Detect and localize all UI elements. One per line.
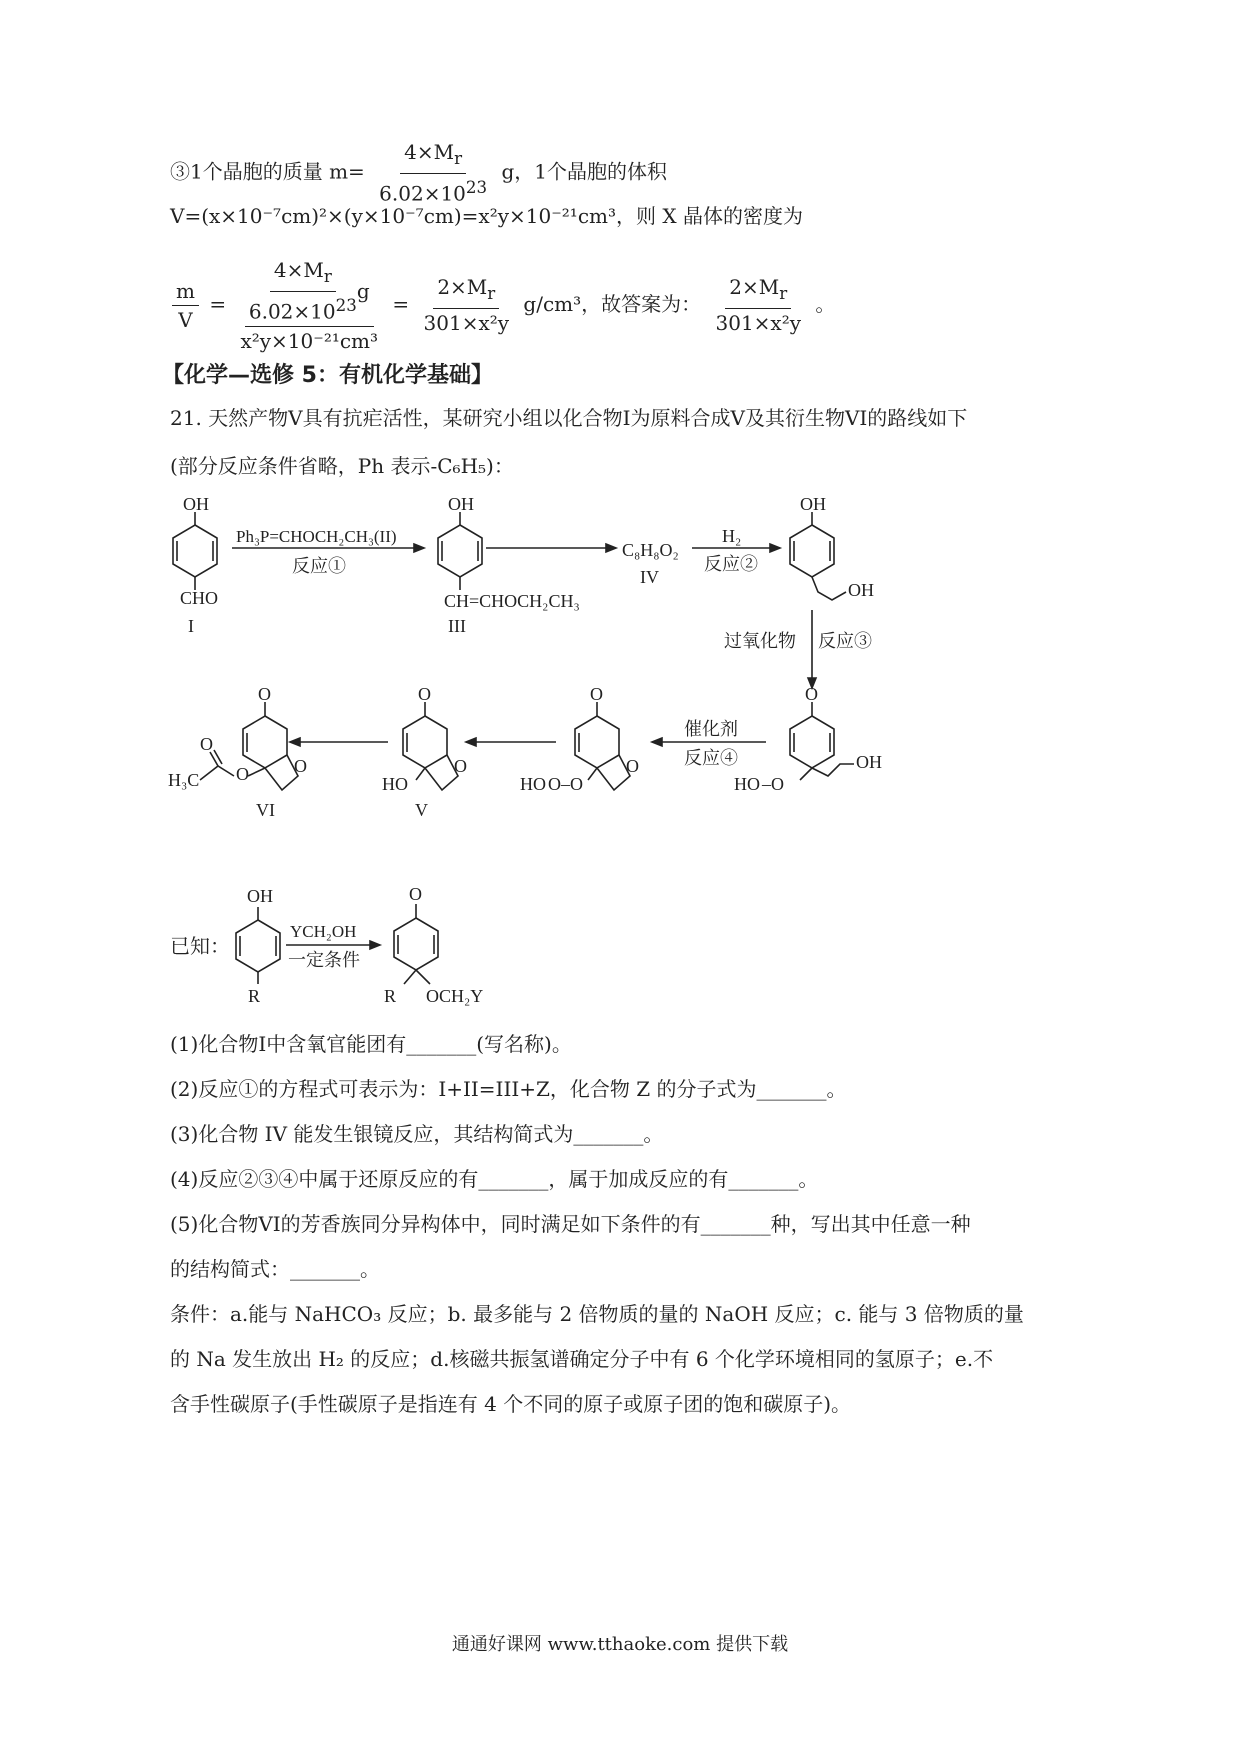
- mass-denominator: 6.02×10: [379, 181, 466, 206]
- density-result: $\frac{2\times M_r}{\text{301×x²y}}$: [423, 275, 510, 336]
- svg-text:–O: –O: [762, 774, 784, 794]
- density-line: $\frac{m}{V}$ = $\frac{4\times M_r}{6.02\times 10^{23}}$ g x²y×10⁻²¹cm³ = $\frac{2\times M_r}{\text{301×x²y}}$ g/cm³，故答案为： $\frac{2\times M_r}{\text{301×x²y}}$ 。: [168, 256, 835, 355]
- benzene-ring-III: [438, 525, 482, 577]
- svg-text:O: O: [418, 684, 431, 704]
- svg-text:O: O: [590, 684, 603, 704]
- answer-fraction: $\frac{2\times M_r}{\text{301×x²y}}$: [715, 275, 802, 336]
- dienone-ring: [790, 716, 834, 768]
- condition-line-3: 含手性碳原子(手性碳原子是指连有 4 个不同的原子或原子团的饱和碳原子)。: [170, 1392, 852, 1416]
- subquestion-4: (4)反应②③④中属于还原反应的有_______，属于加成反应的有_______。: [170, 1167, 819, 1191]
- compound-IV-label: IV: [640, 567, 659, 587]
- benzene-ring-I: [173, 525, 217, 577]
- compound-III-oh: OH: [448, 494, 474, 514]
- svg-text:O: O: [626, 756, 639, 776]
- density-complex-fraction: $\frac{4\times M_r}{6.02\times 10^{23}}$ g x²y×10⁻²¹cm³: [240, 258, 379, 353]
- svg-text:O–O: O–O: [548, 774, 583, 794]
- compound-III-sub: CH=CHOCH₂CH₃: [444, 591, 580, 611]
- reaction-4: 反应④: [684, 748, 738, 768]
- mass-prefix: ③1个晶胞的质量 m=: [170, 159, 365, 184]
- compound-I-label: I: [188, 616, 194, 636]
- svg-text:OH: OH: [247, 886, 273, 906]
- reagent-2: H₂: [722, 526, 742, 546]
- subquestion-1: (1)化合物I中含氧官能团有_______(写名称)。: [170, 1032, 572, 1056]
- bicyclic-ring-V: [403, 716, 447, 768]
- question-stem-1: 21. 天然产物V具有抗疟活性，某研究小组以化合物I为原料合成V及其衍生物VI的路线如下: [170, 406, 968, 430]
- reaction-1: 反应①: [292, 556, 346, 576]
- synthesis-scheme: [0, 480, 1240, 880]
- reaction-3: 反应③: [818, 631, 872, 651]
- svg-text:O: O: [200, 734, 213, 754]
- mass-fraction: $\frac{4\times M_r}{6.02\times 10^{23}}$: [379, 140, 488, 206]
- svg-text:O: O: [258, 684, 271, 704]
- reagent-1: Ph₃P=CHOCH₂CH₃(II): [236, 527, 397, 546]
- svg-text:O: O: [805, 684, 818, 704]
- condition-line-2: 的 Na 发生放出 H₂ 的反应；d.核磁共振氢谱确定分子中有 6 个化学环境相同的氢原子；e.不: [170, 1347, 994, 1371]
- known-label: 已知：: [170, 934, 230, 958]
- subquestion-5-line2: 的结构简式：_______。: [170, 1257, 380, 1281]
- question-stem-2: (部分反应条件省略，Ph 表示-C₆H₅)：: [170, 454, 514, 478]
- compound-III-label: III: [448, 616, 466, 636]
- condition-line-1: 条件：a.能与 NaHCO₃ 反应；b. 最多能与 2 倍物质的量的 NaOH 反应；c. 能与 3 倍物质的量: [170, 1302, 1024, 1326]
- compound-V-label: V: [415, 800, 428, 820]
- svg-text:R: R: [248, 986, 261, 1006]
- reaction-2: 反应②: [704, 554, 758, 574]
- bicyclic-ring-hoo: [575, 716, 619, 768]
- svg-text:O: O: [294, 756, 307, 776]
- known-condition: 一定条件: [288, 950, 360, 970]
- svg-text:HO: HO: [520, 774, 546, 794]
- density-lhs: $\frac{m}{V}$: [172, 277, 199, 334]
- svg-text:OCH₂Y: OCH₂Y: [426, 986, 484, 1006]
- compound-VI-label: VI: [256, 800, 275, 820]
- density-unit: g/cm³，故答案为：: [523, 291, 702, 316]
- compound-I-oh: OH: [183, 494, 209, 514]
- svg-text:HO: HO: [382, 774, 408, 794]
- svg-text:OH: OH: [856, 752, 882, 772]
- svg-text:O: O: [454, 756, 467, 776]
- known-reaction: [220, 880, 620, 1030]
- svg-text:O: O: [409, 884, 422, 904]
- mass-line: [170, 138, 667, 208]
- page-footer: 通通好课网 www.tthaoke.com 提供下载: [451, 1634, 789, 1655]
- diol-oh-side: OH: [848, 580, 874, 600]
- section-title: 【化学—选修 5：有机化学基础】: [162, 363, 493, 388]
- mass-suffix: g，1个晶胞的体积: [501, 159, 668, 184]
- compound-IV-formula: C₈H₈O₂: [622, 540, 679, 560]
- subquestion-5-line1: (5)化合物VI的芳香族同分异构体中，同时满足如下条件的有_______种，写出其中任意一种: [170, 1212, 971, 1236]
- subquestion-3: (3)化合物 IV 能发生银镜反应，其结构简式为_______。: [170, 1122, 664, 1146]
- benzene-ring-diol: [790, 525, 834, 577]
- reagent-3: 过氧化物: [724, 631, 796, 651]
- reagent-4: 催化剂: [684, 719, 738, 739]
- diol-oh-top: OH: [800, 494, 826, 514]
- svg-text:R: R: [384, 986, 397, 1006]
- svg-text:O: O: [236, 764, 249, 784]
- bicyclic-ring-VI: [243, 716, 287, 768]
- compound-I-cho: CHO: [180, 588, 219, 608]
- known-reagent: YCH₂OH: [290, 922, 357, 941]
- subquestion-2: (2)反应①的方程式可表示为：I+II=III+Z，化合物 Z 的分子式为_______。: [170, 1077, 847, 1101]
- mass-numerator: 4×M: [404, 140, 455, 164]
- svg-text:H₃C: H₃C: [168, 770, 200, 790]
- svg-text:HO: HO: [734, 774, 760, 794]
- volume-line: V=(x×10⁻⁷cm)²×(y×10⁻⁷cm)=x²y×10⁻²¹cm³，则 X 晶体的密度为: [170, 204, 803, 228]
